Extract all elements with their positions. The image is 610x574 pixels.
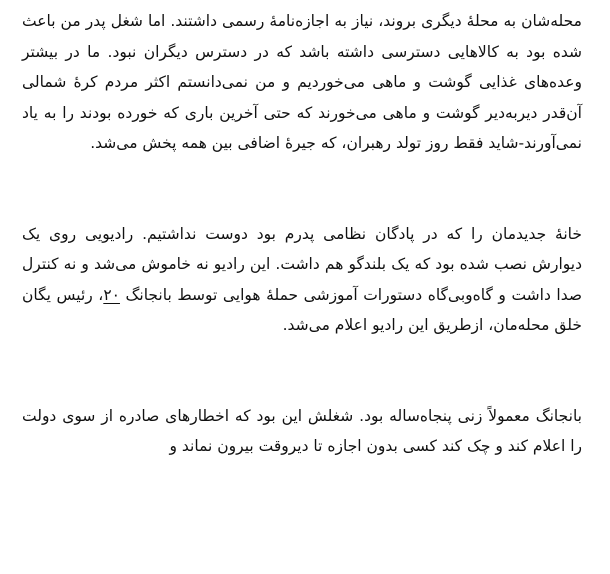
paragraph-3: بانجانگ معمولاً زنی پنجاه‌ساله بود. شغلش این بود که اخطارهای صادره از سوی دولت را اعلام کند و چک کند کسی بدون اجازه تا دیروقت بیرون نماند و — [22, 406, 582, 455]
paragraph-spacer — [22, 159, 582, 219]
paragraph-2-text-before: خانهٔ جدیدمان را که در پادگان نظامی پدرم بود دوست نداشتیم. رادیویی روی یک دیوارش نصب شده بود که یک بلندگو هم داشت. این رادیو نه خاموش می‌شد و نه کنترل صدا داشت و گاه‌وبی‌گاه دستورات آموزشی حملهٔ هوایی توسط بانجانگ — [22, 224, 583, 304]
paragraph-2 — [22, 219, 582, 341]
paragraph-2-text-after: ، رئیس یگان خلق محله‌مان، ازطریق این رادیو اعلام می‌شد. — [22, 285, 582, 334]
footnote-reference-20[interactable]: ۲۰ — [103, 285, 120, 304]
document-page — [22, 6, 582, 462]
paragraph-1: محله‌شان به محلهٔ دیگری بروند، نیاز به اجازه‌نامهٔ رسمی داشتند. اما شغل پدر من باعث شده بود به کالاهایی دسترسی داشته باشد که در دسترس دیگران نبود. ما در بیشتر وعده‌های غذایی گوشت و ماهی می‌خوردیم و من نمی‌دانستم اکثر مردم کرهٔ شمالی آن‌قدر دیربه‌دیر گوشت و ماهی می‌خورند که حتی آخرین باری که خورده بودند را به یاد نمی‌آورند-شاید فقط روز تولد رهبران، که جیرهٔ اضافی بین همه پخش می‌شد. — [22, 12, 582, 152]
paragraph-spacer — [22, 341, 582, 401]
